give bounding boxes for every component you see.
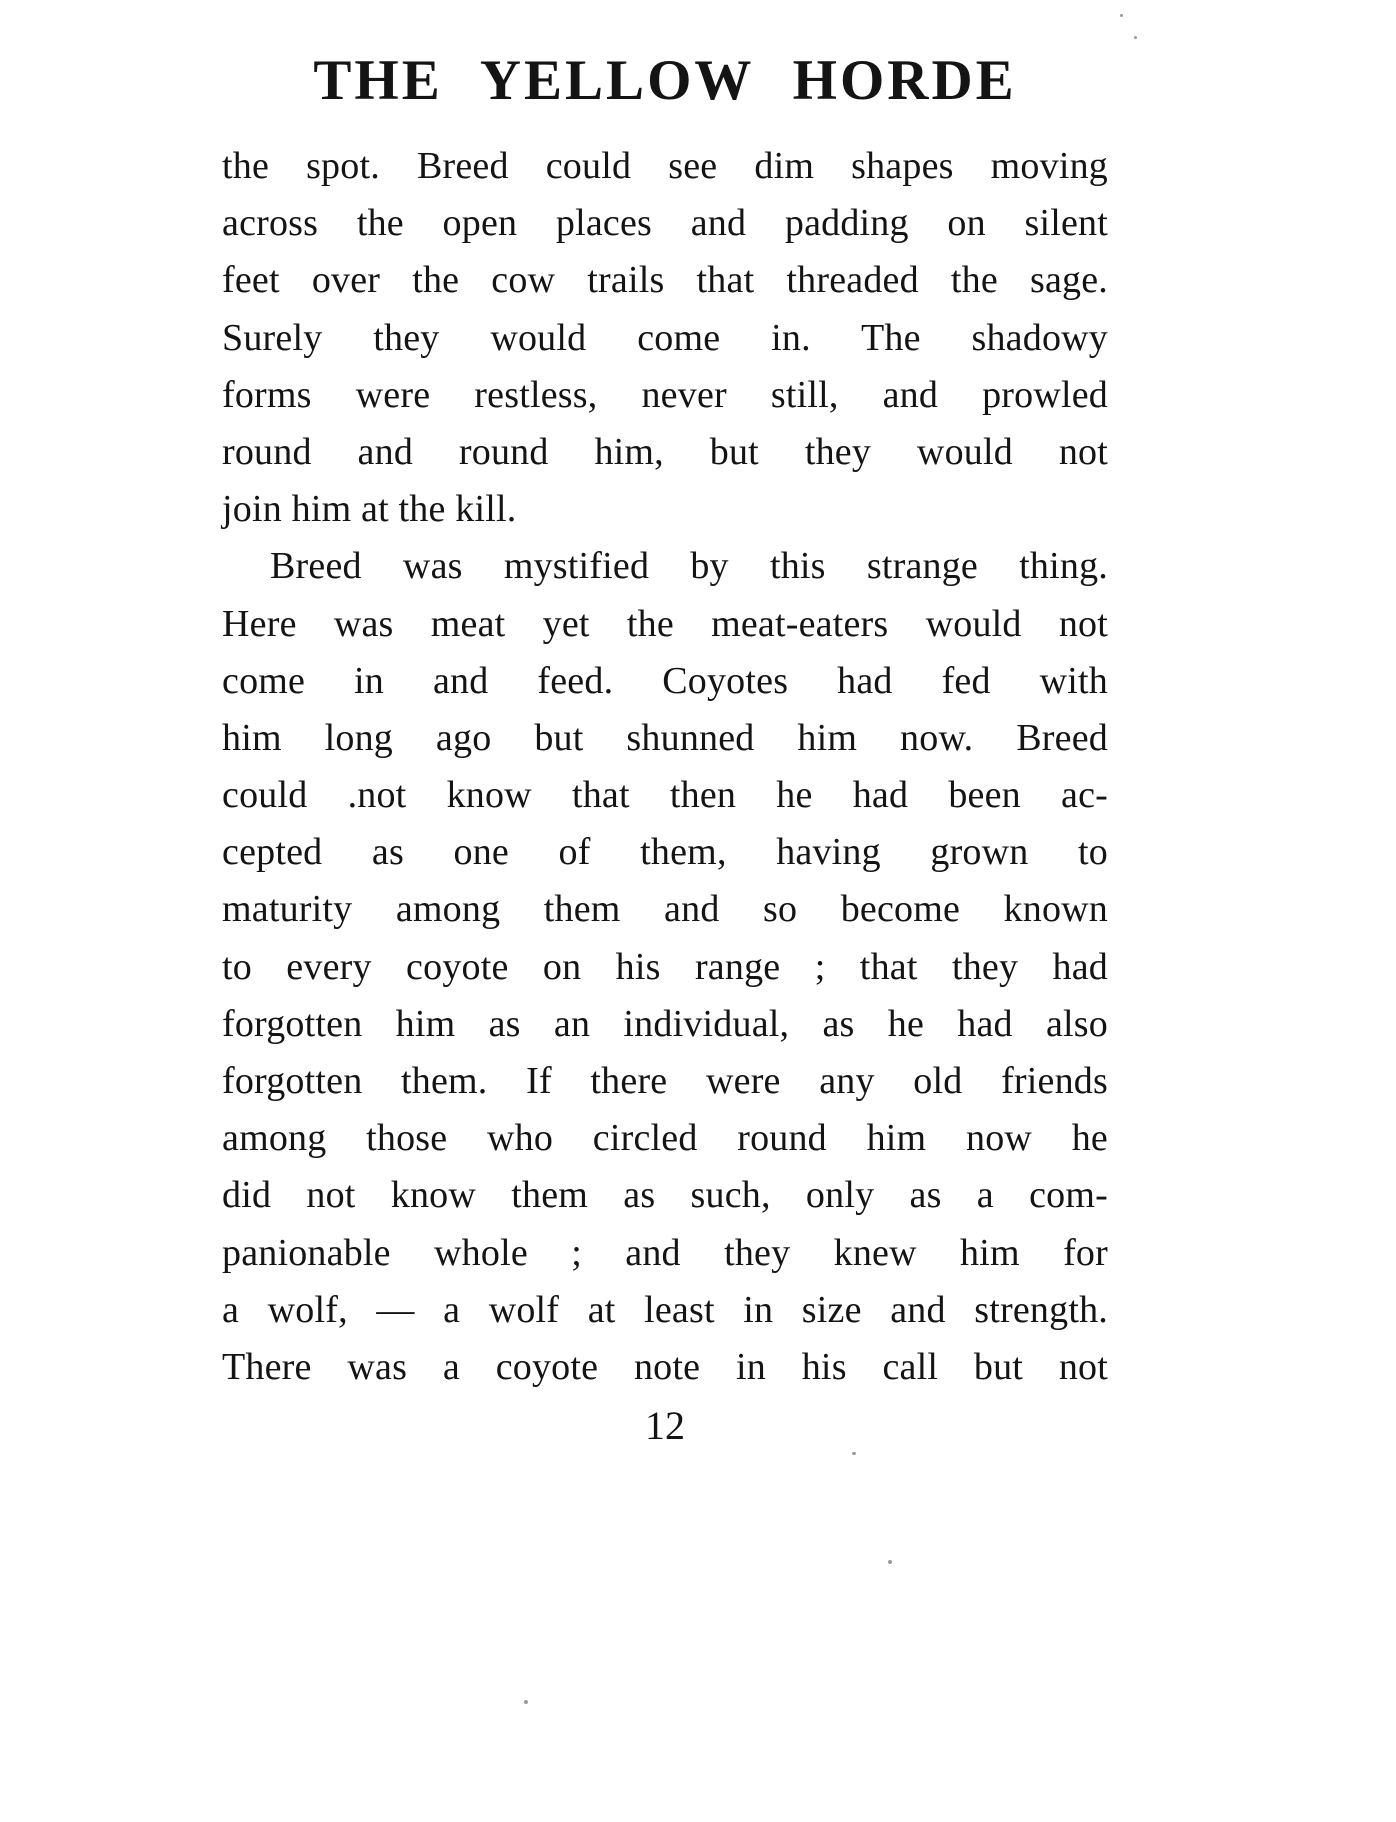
text-line: did not know them as such, only as a com- [222,1174,1108,1217]
text-line: forgotten them. If there were any old friends [222,1060,1108,1102]
text-line: feet over the cow trails that threaded the sage. [222,259,1108,302]
text-block [222,138,1108,1396]
scan-speck [888,1560,892,1564]
text-line: him long ago but shunned him now. Breed [222,716,1108,759]
text-line: come in and feed. Coyotes had fed with [222,659,1108,702]
text-line: forgotten him as an individual, as he had also [222,1002,1108,1045]
text-line: Here was meat yet the meat-eaters would not [222,602,1108,645]
scan-speck [852,1452,856,1455]
text-line: among those who circled round him now he [222,1117,1108,1160]
text-line: a wolf, — a wolf at least in size and strength. [222,1288,1108,1331]
text-line: to every coyote on his range ; that they had [222,945,1108,988]
text-line: across the open places and padding on silent [222,202,1108,245]
text-line: round and round him, but they would not [222,430,1108,473]
scan-speck [524,1700,528,1704]
text-line: forms were restless, never still, and prowled [222,373,1108,416]
text-line: panionable whole ; and they knew him for [222,1231,1108,1274]
text-line: join him at the kill. [222,488,517,531]
text-line: Surely they would come in. The shadowy [222,316,1108,359]
paragraph [222,538,1108,1396]
text-line: There was a coyote note in his call but not [222,1345,1108,1388]
text-line: maturity among them and so become known [222,888,1108,931]
page-number: 12 [645,1403,685,1448]
scan-speck [1134,36,1137,39]
scan-speck [1120,14,1123,17]
page-title: THE YELLOW HORDE [313,49,1017,112]
text-line: Breed was mystified by this strange thing. [270,545,1108,588]
text-line: cepted as one of them, having grown to [222,831,1108,874]
paragraph [222,138,1108,538]
text-line: the spot. Breed could see dim shapes moving [222,145,1108,187]
text-line: could .not know that then he had been ac- [222,774,1108,817]
